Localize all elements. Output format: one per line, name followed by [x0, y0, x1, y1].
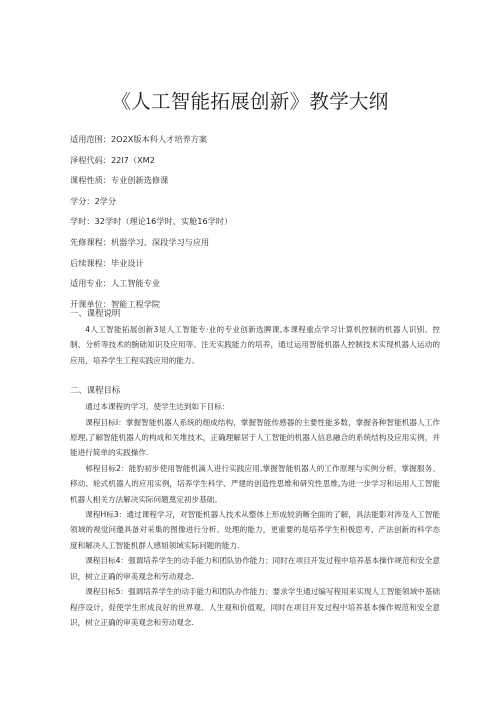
- document-body: [70, 306, 440, 630]
- goals-intro-paragraph: 通过本课程的学习，使学生达到如下目标：: [85, 402, 230, 412]
- info-follow-up: 后续课程：毕业设计: [70, 257, 144, 268]
- goal-2-paragraph: 邨程目标2：能豹初步使用智能机滴人进行实践应用,掌握智能机器人的工作原理与实例分析，掌握服务、移动、轮式机器人的应用实例，培养学生科学、严建的创造性思维和研究性思维,为进一步学习和运用人工智能机器人相关方法解决实际问题奠定初步基础。: [70, 463, 440, 504]
- info-course-type: 课程性质：专业创新选修课: [70, 175, 169, 186]
- section-heading-course-description: 一、课程说明: [70, 308, 121, 318]
- info-department: 开课单位：智能工程学院: [70, 298, 161, 309]
- document-title: 《人工智能拓展创新》教学大纲: [111, 90, 389, 113]
- info-course-code: 泽程代码：22l7（XM2: [70, 154, 155, 165]
- info-credits: 学分：2学分: [70, 195, 117, 206]
- section-heading-course-goals: 二、课程目标: [70, 385, 121, 396]
- goal-4-paragraph: 课程目标4：强谓培养学生的动手能力和团队协作能力；同时在项目开发过程中培养基本操作规范和安全意识，树立正确的审美观念和劳动观念.: [70, 556, 440, 581]
- goal-1-paragraph: 课程目标I：掌握智能机器人系统的细成结构，掌握智能传感器的主要性能多数，掌握各种智能机器人工作原理,了解智能机器人的构成和关堆技术，正确理解居于人工智能的机器人信息融合的系统结构及应用实例，并能进行简单的实践操作.: [70, 417, 440, 458]
- course-info-list: [70, 129, 450, 314]
- info-hours: 学时：32学时（理论16学时，实舱16学时）: [70, 216, 233, 227]
- info-scope: 适用范围：2O2X版本科人才培养方案: [70, 134, 208, 144]
- info-prerequisites: 先修课程：机器学习、深段学习与应用: [70, 236, 210, 247]
- goal-3-paragraph: 课程H标3：通过课程学习，对智能机器人技术从整体上形成较消晰全面的了解，具法能影对涉及人工智能领域的视觉问邀具备对采集的图像进行分析、处理的能力，更重要的是培养学生积极思考、产法创新的科学态度和解决人工智能机群人感姐领域实际问题的能力.: [70, 510, 440, 550]
- goal-5-paragraph: 课程目标5：强调培养学生的动手能力和团队办作能力；要求学生通过编写程用来实现人工智能领域中基础程序设计，促使学生形成良好的世界观、人生观和价值观，同时在项目开发过程中培养基本操作规范和安全意识，树立正确的审美观念和劳动观念.: [70, 587, 440, 627]
- info-major: 适用专业：人工智能专业: [70, 278, 161, 289]
- course-description-paragraph: 4人工智能拓展创新3是人工智能专·业的专业创新选脾课,本课程重点学习计算机控制的机器人识别、控制、分析等技术的腕础知识及应用等。注无实践能力的培养，通过运用智能机器人控制技术实现机器人运动的应用，培养学生工程实践应用的能力。: [70, 325, 440, 365]
